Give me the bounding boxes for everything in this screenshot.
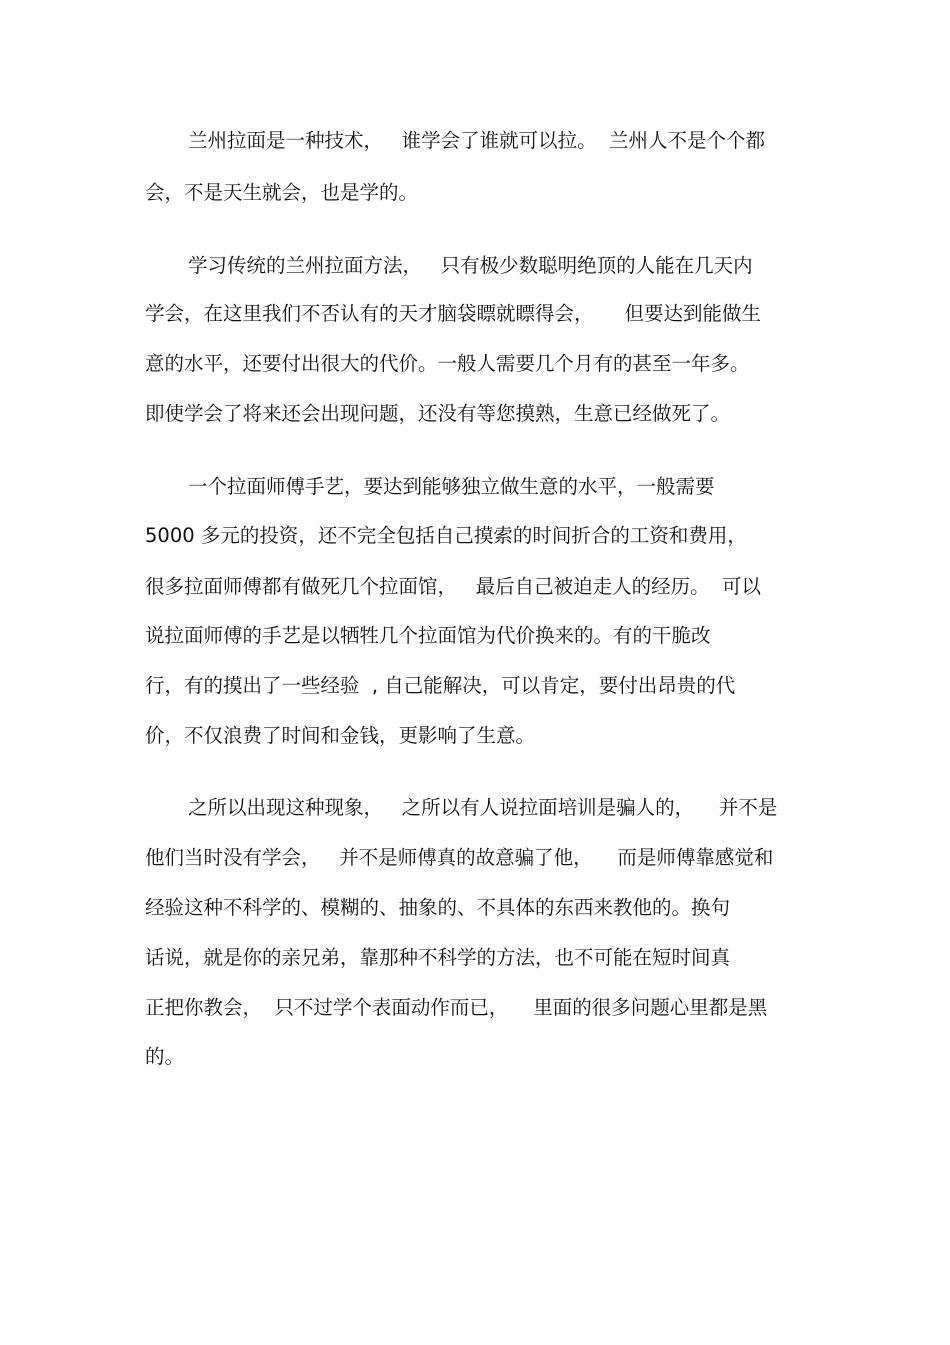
text-line: 会，不是天生就会，也是学的。 — [145, 181, 419, 204]
text-line: 兰州拉面是一种技术， 谁学会了谁就可以拉。 兰州人不是个个都 — [188, 129, 765, 152]
text-line: 之所以出现这种现象， 之所以有人说拉面培训是骗人的， 并不是 — [188, 796, 778, 819]
text-line: 经验这种不科学的、模糊的、抽象的、不具体的东西来教他的。换句 — [145, 896, 731, 919]
text-line: 5000 多元的投资，还不完全包括自己摸索的时间折合的工资和费用， — [145, 524, 747, 547]
text-line: 一个拉面师傅手艺，要达到能够独立做生意的水平，一般需要 — [188, 475, 715, 498]
text-line: 很多拉面师傅都有做死几个拉面馆， 最后自己被迫走人的经历。 可以 — [145, 575, 761, 598]
text-line: 价，不仅浪费了时间和金钱，更影响了生意。 — [145, 724, 536, 747]
text-line: 学会，在这里我们不否认有的天才脑袋瞟就瞟得会， 但要达到能做生 — [145, 302, 761, 325]
text-line: 即使学会了将来还会出现问题，还没有等您摸熟，生意已经做死了。 — [145, 402, 731, 425]
text-line: 他们当时没有学会， 并不是师傅真的故意骗了他， 而是师傅靠感觉和 — [145, 846, 774, 869]
text-line: 意的水平，还要付出很大的代价。一般人需要几个月有的甚至一年多。 — [145, 352, 750, 375]
text-line: 行，有的摸出了一些经验 , 自己能解决，可以肯定，要付出昂贵的代 — [145, 674, 736, 697]
text-line: 说拉面师傅的手艺是以牺牲几个拉面馆为代价换来的。有的干脆改 — [145, 624, 711, 647]
text-line: 学习传统的兰州拉面方法， 只有极少数聪明绝顶的人能在几天内 — [188, 254, 753, 277]
text-line: 话说，就是你的亲兄弟，靠那种不科学的方法，也不可能在短时间真 — [145, 946, 731, 969]
text-line: 正把你教会， 只不过学个表面动作而已， 里面的很多问题心里都是黑 — [145, 996, 768, 1019]
text-line: 的。 — [145, 1045, 185, 1068]
